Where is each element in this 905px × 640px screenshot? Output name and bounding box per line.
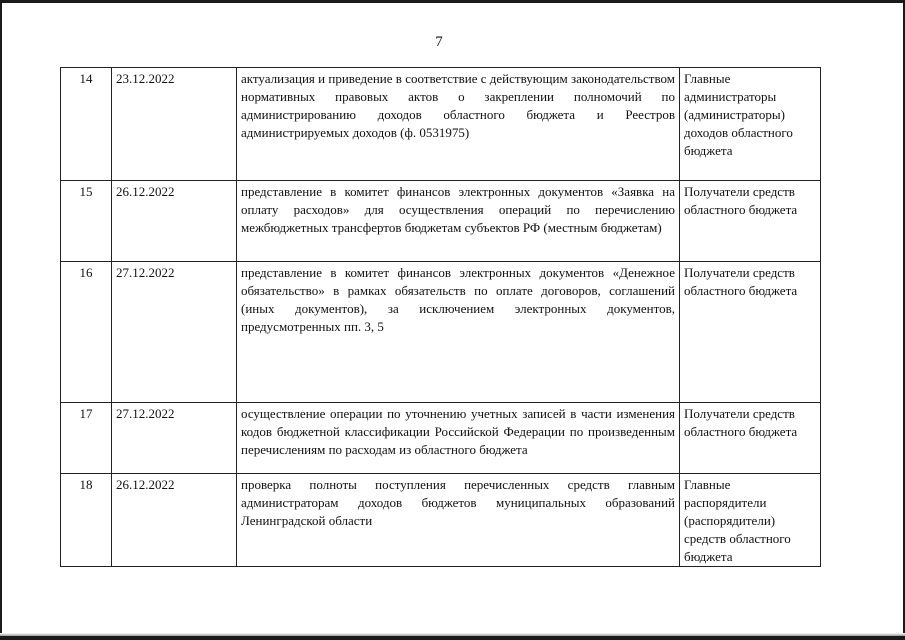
table-row xyxy=(61,403,821,474)
row-description: актуализация и приведение в соответствие с действующим законодательством нормативных правовых актов о закреплении полномочий по администрированию доходов областного бюджета и Реестров администрируемых доходов (ф. 0531975) xyxy=(237,68,680,181)
row-description: представление в комитет финансов электронных документов «Заявка на оплату расходов» для осуществления операций по перечислению межбюджетных трансфертов бюджетам субъектов РФ (местным бюджетам) xyxy=(237,181,680,262)
row-date: 27.12.2022 xyxy=(112,262,237,403)
scan-border-bottom xyxy=(0,636,905,640)
row-description: осуществление операции по уточнению учетных записей в части изменения кодов бюджетной классификации Российской Федерации по произведенным перечислениям по расходам из областного бюджета xyxy=(237,403,680,474)
table-row xyxy=(61,181,821,262)
scan-border-left xyxy=(0,0,2,640)
row-description: представление в комитет финансов электронных документов «Денежное обязательство» в рамках обязательств по оплате договоров, соглашений (иных документов), за исключением электронных документов, предусмотренных пп. 3, 5 xyxy=(237,262,680,403)
row-date: 26.12.2022 xyxy=(112,181,237,262)
scan-border-top xyxy=(0,0,905,3)
row-date: 26.12.2022 xyxy=(112,474,237,567)
table-row xyxy=(61,474,821,567)
table-row xyxy=(61,68,821,181)
row-executor: Главные распорядители (распорядители) средств областного бюджета xyxy=(680,474,821,567)
row-date: 27.12.2022 xyxy=(112,403,237,474)
row-date: 23.12.2022 xyxy=(112,68,237,181)
schedule-table xyxy=(60,67,821,567)
table-row xyxy=(61,262,821,403)
row-executor: Получатели средств областного бюджета xyxy=(680,262,821,403)
row-executor: Главные администраторы (администраторы) доходов областного бюджета xyxy=(680,68,821,181)
row-executor: Получатели средств областного бюджета xyxy=(680,403,821,474)
row-number: 15 xyxy=(61,181,112,262)
row-number: 16 xyxy=(61,262,112,403)
row-number: 17 xyxy=(61,403,112,474)
page-number: 7 xyxy=(435,34,443,50)
row-number: 18 xyxy=(61,474,112,567)
row-executor: Получатели средств областного бюджета xyxy=(680,181,821,262)
row-number: 14 xyxy=(61,68,112,181)
row-description: проверка полноты поступления перечисленных средств главным администраторам доходов бюджетов муниципальных образований Ленинградской области xyxy=(237,474,680,567)
